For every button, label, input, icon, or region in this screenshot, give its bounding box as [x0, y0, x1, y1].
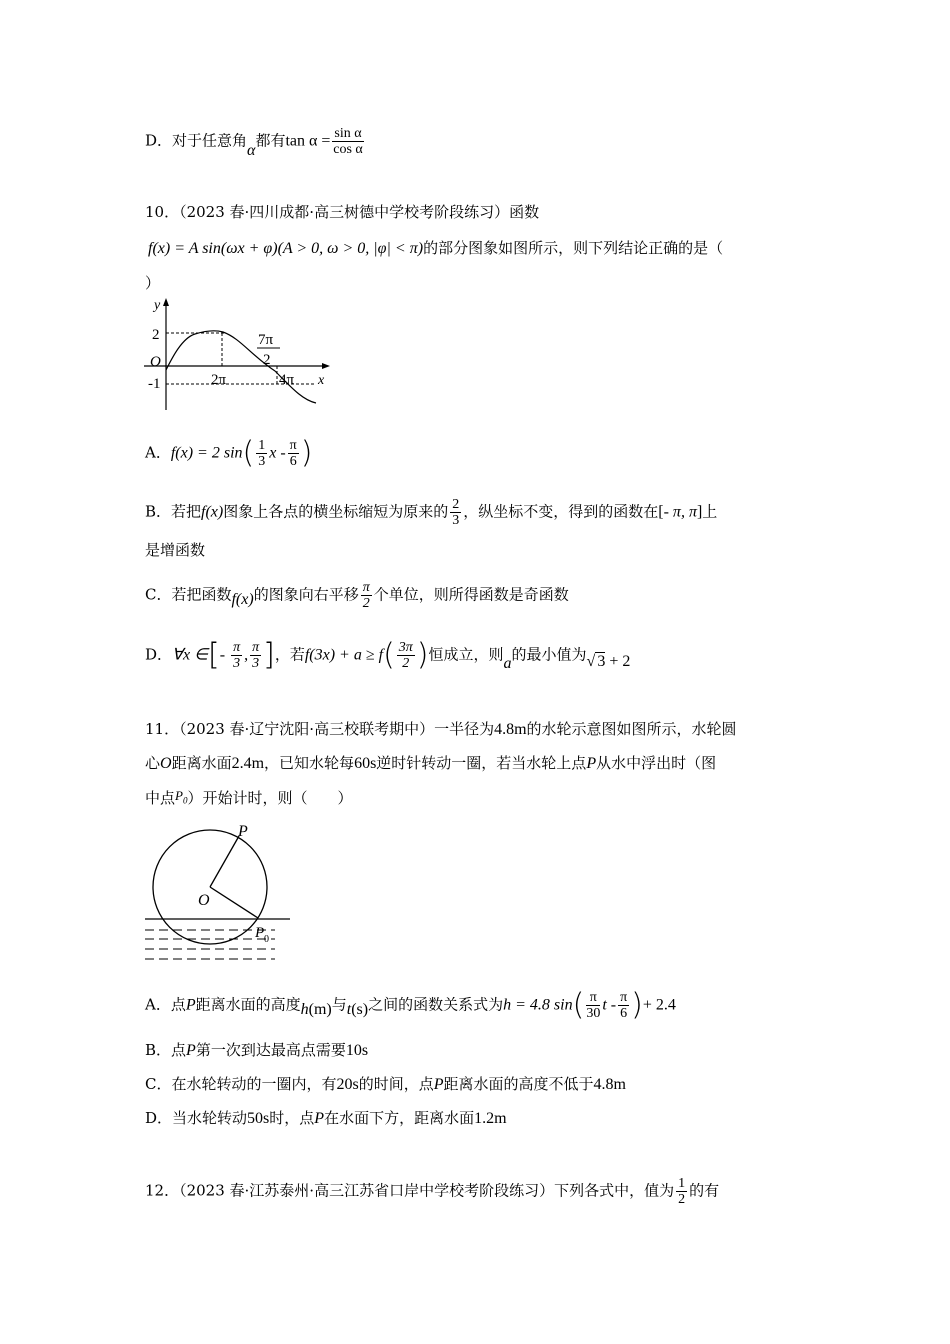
frac-1-3: $\frac{1}{3}$: [258, 438, 266, 469]
var-t: t: [346, 1000, 352, 1018]
x-4pi-label: 4π: [279, 372, 295, 388]
forall-x: ∀x ∈: [172, 646, 209, 664]
period-value: 60s: [354, 755, 377, 772]
interval-pi: [- π, π]: [658, 503, 703, 521]
q11-option-b: B．点P第一次到达最高点需要10s: [145, 1041, 369, 1059]
q10-optb-tail: 上: [702, 502, 718, 521]
q10-stem-tail: 的部分图象如图所示，则下列结论正确的是（: [423, 239, 724, 257]
point-p: P: [586, 755, 597, 772]
distance-value: 2.4m: [231, 755, 265, 772]
q9-optd-prefix: D．对于任意角: [145, 131, 248, 150]
q10-option-b-line2: 是增函数: [145, 541, 206, 559]
q11-line1-text: 11．（2023 春·辽宁沈阳·高三校联考期中）一半径为: [145, 720, 495, 738]
q10-optb-prefix: B．若把: [145, 502, 202, 521]
q10-option-d: D．∀x ∈[- $\frac{\pi}{3}$ , $\frac{\pi}{3}$ ]，若f(3x) + a ≥ f( $\frac{3\pi}{2}$ )恒成立，则a的最小值为√ 3 + 2: [145, 637, 631, 673]
frac-pi-6: $\frac{\pi}{6}$: [289, 438, 297, 469]
frac-pi-2: $\frac{\pi}{2}$: [362, 580, 370, 611]
frac-1-2: $\frac{1}{2}$: [678, 1176, 686, 1207]
q10-graph: [140, 296, 340, 416]
fig-label-p0-sub: 0: [264, 934, 269, 945]
q9-optd-mid: 都有: [255, 131, 286, 150]
q10-option-b: [145, 497, 717, 528]
q10-optd-mid3: 的最小值为: [511, 645, 587, 664]
origin-label: O: [150, 354, 161, 370]
sin-over-cos: $\frac{\text{sin α}}{\text{cos α}}$: [333, 126, 363, 157]
frac-7pi-num: 7π: [258, 332, 274, 348]
q11-line1: [145, 718, 737, 741]
fig-label-p: P: [238, 823, 248, 840]
q10-opta-x: x -: [269, 444, 286, 462]
q11-line3: 中点$P_0$）开始计时，则（ ）: [145, 788, 353, 807]
q10-header: 10．（2023 春·四川成都·高三树德中学校考阶段练习）函数: [145, 203, 540, 221]
frac-pi-3-b: $\frac{\pi}{3}$: [252, 640, 260, 671]
var-h: h: [300, 1000, 309, 1018]
fig-label-p0: P: [255, 925, 265, 941]
q10-optc-f: f(x): [231, 590, 254, 608]
y-min-label: -1: [148, 376, 161, 392]
frac-7pi-den: 2: [263, 352, 271, 368]
q11-waterwheel-figure: [140, 818, 290, 970]
var-a: a: [503, 654, 512, 672]
sqrt-expr: √ 3 + 2: [586, 652, 631, 670]
q12-header: 12．（2023 春·江苏泰州·高三江苏省口岸中学校考阶段练习）下列各式中，值为 $\frac{1}{2}$ 的有: [145, 1176, 720, 1207]
tan-lhs: tan α =: [285, 132, 331, 150]
q10-optb-mid2: ，纵坐标不变，得到的函数在: [463, 502, 659, 521]
center-o: O: [160, 755, 172, 772]
x-axis-arrow: [322, 363, 330, 369]
frac-2-3: $\frac{2}{3}$: [452, 497, 460, 528]
frac-3pi-2: $\frac{3\pi}{2}$: [398, 640, 413, 671]
point-p0: $P_0$: [175, 788, 188, 806]
q11-option-c: C．在水轮转动的一圈内，有20s的时间，点P距离水面的高度不低于4.8m: [145, 1075, 626, 1093]
q10-optb-f: f(x): [201, 503, 224, 521]
y-label: y: [154, 298, 161, 313]
fig-label-o: O: [198, 892, 210, 909]
q10-optb-mid: 图象上各点的横坐标缩短为原来的: [223, 502, 449, 521]
radius-op0: [210, 887, 258, 918]
q11-opta-expr: h = 4.8 sin: [503, 996, 573, 1014]
q10-stem-close: ）: [145, 274, 161, 292]
frac-pi-3-a: $\frac{\pi}{3}$: [233, 640, 241, 671]
q9-option-d: [145, 126, 366, 157]
y-max-label: 2: [152, 327, 160, 343]
q10-function: f(x) = A sin(ωx + φ)(A > 0, ω > 0, |φ| < π): [148, 240, 424, 257]
frac-pi-6b: $\frac{\pi}{6}$: [620, 990, 628, 1021]
radius-op: [210, 836, 239, 887]
q11-option-a: A．点P距离水面的高度h(m)与t(s)之间的函数关系式为h = 4.8 sin( $\frac{\pi}{30}$ t - $\frac{\pi}{6}$ )+ 2.4: [145, 987, 676, 1023]
x-label: x: [318, 373, 325, 388]
q10-stem: [148, 237, 723, 260]
q10-optd-expr: f(3x) + a ≥ f: [304, 646, 384, 664]
alpha-var: α: [247, 141, 256, 159]
frac-pi-30: $\frac{\pi}{30}$: [586, 990, 601, 1021]
x-2pi-label: 2π: [211, 372, 227, 388]
q10-optd-prefix: D．: [145, 645, 173, 664]
q10-optd-mid2: 恒成立，则: [428, 645, 504, 664]
q10-optc-prefix: C．若把函数: [145, 585, 232, 604]
radius-value: 4.8m: [494, 721, 527, 738]
q10-option-c: [145, 580, 569, 611]
q11-option-d: D．当水轮转动50s时，点P在水面下方，距离水面1.2m: [145, 1109, 507, 1127]
sine-curve: [166, 331, 316, 403]
q10-opta-prefix: A．: [145, 443, 171, 462]
q10-optc-mid: 的图象向右平移: [253, 585, 359, 604]
q11-line1-tail: 的水轮示意图如图所示，水轮圆: [526, 720, 737, 738]
q10-option-a: A．f(x) = 2 sin( $\frac{1}{3}$ x - $\frac{\pi}{6}$ ): [145, 435, 313, 471]
q10-optd-mid: ，若: [274, 645, 305, 664]
q11-line2: 心O距离水面2.4m，已知水轮每60s逆时针转动一圈，若当水轮上点P从水中浮出时（图: [145, 754, 717, 772]
q10-opta-expr: f(x) = 2 sin: [170, 444, 243, 462]
y-axis-arrow: [163, 298, 169, 306]
q10-optc-tail: 个单位，则所得函数是奇函数: [373, 585, 569, 604]
